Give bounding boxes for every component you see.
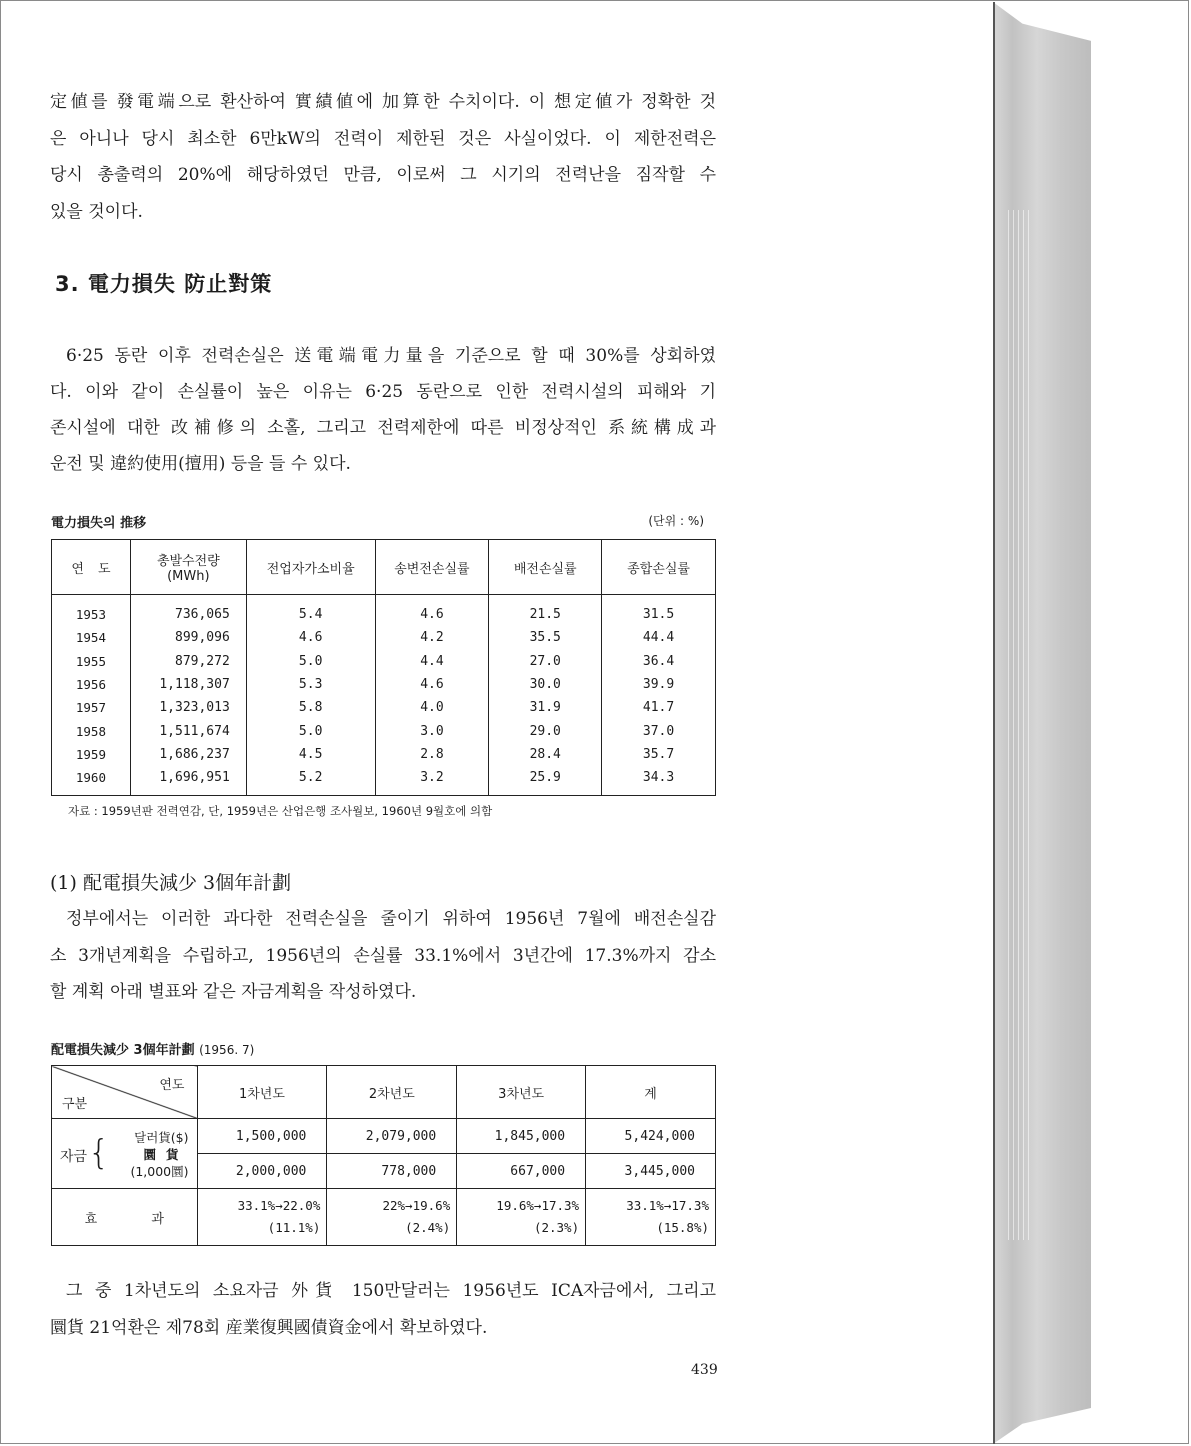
page-number: 439 — [691, 1362, 718, 1378]
cell-total-loss: 44.4 — [602, 626, 716, 649]
effect-year-3 — [457, 1189, 586, 1246]
won-unit-label: (1,000圜) — [130, 1164, 189, 1179]
cell-total-loss: 34.3 — [602, 766, 716, 796]
table1-caption: 電力損失의 推移 — [51, 516, 147, 531]
dollar-year-1: 1,500,000 — [197, 1119, 327, 1154]
effect-year-2 — [327, 1189, 457, 1246]
table2-caption-date: (1956. 7) — [199, 1043, 255, 1057]
cell-self-consumption: 5.3 — [246, 673, 375, 696]
cell-year: 1958 — [52, 719, 131, 742]
cell-total-loss: 36.4 — [602, 650, 716, 673]
cell-year: 1954 — [52, 626, 131, 649]
intro-line: 은 아니나 당시 최소한 6만kW의 전력이 제한된 것은 사실이었다. 이 제한전력은 — [50, 129, 716, 149]
cell-transmission-loss: 2.8 — [375, 743, 489, 766]
dollar-label: 달러貨($) — [134, 1130, 189, 1145]
section-heading: 3. 電力損失 防止對策 — [55, 272, 273, 296]
table-row — [52, 595, 716, 627]
effect-diff: (2.4%) — [405, 1220, 451, 1235]
cell-self-consumption: 5.0 — [246, 719, 375, 742]
cell-distribution-loss: 21.5 — [489, 595, 602, 627]
effect-diff: (15.8%) — [656, 1220, 709, 1235]
brace-glyph: { — [88, 1133, 110, 1173]
effect-diff: (11.1%) — [267, 1220, 321, 1235]
cell-transmission-loss: 4.2 — [375, 626, 489, 649]
power-loss-table — [51, 539, 716, 796]
plan-line: 정부에서는 이러한 과다한 전력손실을 줄이기 위하여 1956년 7월에 배전손실감 — [66, 909, 716, 929]
effect-row — [52, 1189, 716, 1246]
effect-rate: 19.6%→17.3% — [496, 1198, 580, 1213]
col-self-consumption: 전업자가소비율 — [246, 540, 375, 595]
year-3-header: 3차년도 — [457, 1066, 586, 1119]
cell-total-energy: 1,696,951 — [130, 766, 246, 796]
intro-line: 定値를 發電端으로 환산하여 實績値에 加算한 수치이다. 이 想定値가 정확한 것 — [50, 92, 716, 112]
subsection-heading: (1) 配電損失減少 3個年計劃 — [50, 872, 292, 894]
table2-header-row — [52, 1066, 716, 1119]
col-distribution-loss: 배전손실률 — [489, 540, 602, 595]
table2-caption — [51, 1039, 254, 1058]
dollar-year-3: 1,845,000 — [457, 1119, 586, 1154]
cell-self-consumption: 5.0 — [246, 650, 375, 673]
cell-transmission-loss: 3.2 — [375, 766, 489, 796]
fund-label: 자금 — [60, 1149, 88, 1165]
cell-self-consumption: 5.4 — [246, 595, 375, 627]
section-line: 6·25 동란 이후 전력손실은 送電端電力量을 기준으로 할 때 30%를 상회하였 — [66, 346, 716, 366]
section-line: 운전 및 違約使用(擅用) 등을 들 수 있다. — [50, 454, 351, 474]
table-row — [52, 766, 716, 796]
cell-year: 1960 — [52, 766, 131, 796]
fund-label-cell — [52, 1119, 198, 1189]
distribution-plan-table — [51, 1065, 716, 1246]
cell-total-energy: 736,065 — [130, 595, 246, 627]
cell-total-loss: 39.9 — [602, 673, 716, 696]
section-line: 다. 이와 같이 손실률이 높은 이유는 6·25 동란으로 인한 전력시설의 피해와 기 — [50, 382, 716, 402]
cell-transmission-loss: 4.0 — [375, 696, 489, 719]
table2-corner-cell — [52, 1066, 198, 1119]
dollar-year-2: 2,079,000 — [327, 1119, 457, 1154]
won-year-1: 2,000,000 — [197, 1154, 327, 1189]
table-row — [52, 650, 716, 673]
effect-diff: (2.3%) — [533, 1220, 580, 1235]
effect-rate: 33.1%→17.3% — [626, 1198, 709, 1213]
table-row — [52, 743, 716, 766]
cell-self-consumption: 5.8 — [246, 696, 375, 719]
effect-rate: 33.1%→22.0% — [237, 1198, 321, 1213]
cell-transmission-loss: 3.0 — [375, 719, 489, 742]
total-header: 계 — [586, 1066, 716, 1119]
cell-total-energy: 899,096 — [130, 626, 246, 649]
cell-distribution-loss: 28.4 — [489, 743, 602, 766]
cell-distribution-loss: 29.0 — [489, 719, 602, 742]
dollar-total: 5,424,000 — [586, 1119, 716, 1154]
cell-year: 1955 — [52, 650, 131, 673]
col-transmission-loss: 송변전손실률 — [375, 540, 489, 595]
won-label: 圜貨 — [143, 1147, 189, 1162]
cell-self-consumption: 4.5 — [246, 743, 375, 766]
closing-line: 그 중 1차년도의 소요자금 外貨 150만달러는 1956년도 ICA자금에서, 그리고 — [66, 1281, 716, 1301]
dollar-row — [52, 1119, 716, 1154]
col-year: 연 도 — [52, 540, 131, 595]
plan-line: 소 3개년계획을 수립하고, 1956년의 손실률 33.1%에서 3년간에 17.3%까지 감소 — [50, 946, 716, 966]
corner-category-label: 구분 — [62, 1097, 88, 1112]
table-header-row — [52, 540, 716, 595]
year-2-header: 2차년도 — [327, 1066, 457, 1119]
cell-transmission-loss: 4.6 — [375, 673, 489, 696]
cell-distribution-loss: 31.9 — [489, 696, 602, 719]
cell-total-loss: 35.7 — [602, 743, 716, 766]
cell-year: 1956 — [52, 673, 131, 696]
section-line: 존시설에 대한 改補修의 소홀, 그리고 전력제한에 따른 비정상적인 系統構成과 — [50, 418, 716, 438]
cell-distribution-loss: 25.9 — [489, 766, 602, 796]
col-total-loss: 종합손실률 — [602, 540, 716, 595]
table-row — [52, 696, 716, 719]
table-row — [52, 673, 716, 696]
cell-year: 1959 — [52, 743, 131, 766]
cell-total-loss: 37.0 — [602, 719, 716, 742]
cell-total-loss: 31.5 — [602, 595, 716, 627]
book-page-lines — [1008, 210, 1032, 1240]
closing-line: 圜貨 21억환은 제78회 産業復興國債資金에서 확보하였다. — [50, 1318, 488, 1338]
effect-total — [586, 1189, 716, 1246]
cell-self-consumption: 5.2 — [246, 766, 375, 796]
effect-label: 효 과 — [52, 1189, 198, 1246]
table1-unit: (단위 : %) — [648, 514, 704, 528]
won-total: 3,445,000 — [586, 1154, 716, 1189]
col-total-energy — [130, 540, 246, 595]
effect-rate: 22%→19.6% — [382, 1198, 451, 1213]
cell-distribution-loss: 30.0 — [489, 673, 602, 696]
corner-year-label: 연도 — [159, 1078, 185, 1093]
cell-distribution-loss: 35.5 — [489, 626, 602, 649]
col-total-energy-unit: (MWh) — [167, 569, 210, 584]
page-edge-line — [993, 2, 995, 1444]
cell-year: 1953 — [52, 595, 131, 627]
cell-total-energy: 1,323,013 — [130, 696, 246, 719]
intro-line: 당시 총출력의 20%에 해당하였던 만큼, 이로써 그 시기의 전력난을 짐작할 수 — [50, 165, 716, 185]
intro-line: 있을 것이다. — [50, 202, 143, 222]
cell-total-energy: 1,511,674 — [130, 719, 246, 742]
table1-source: 자료 : 1959년판 전력연감, 단, 1959년은 산업은행 조사월보, 1960년 9월호에 의함 — [68, 804, 493, 818]
table2-caption-title: 配電損失減少 3個年計劃 — [51, 1043, 195, 1058]
cell-total-loss: 41.7 — [602, 696, 716, 719]
won-year-2: 778,000 — [327, 1154, 457, 1189]
cell-year: 1957 — [52, 696, 131, 719]
won-year-3: 667,000 — [457, 1154, 586, 1189]
cell-self-consumption: 4.6 — [246, 626, 375, 649]
table-row — [52, 719, 716, 742]
cell-total-energy: 879,272 — [130, 650, 246, 673]
cell-total-energy: 1,118,307 — [130, 673, 246, 696]
plan-line: 할 계획 아래 별표와 같은 자금계획을 작성하였다. — [50, 982, 417, 1002]
cell-transmission-loss: 4.6 — [375, 595, 489, 627]
col-total-energy-label: 총발수전량 — [156, 554, 220, 569]
cell-distribution-loss: 27.0 — [489, 650, 602, 673]
cell-total-energy: 1,686,237 — [130, 743, 246, 766]
table-row — [52, 626, 716, 649]
cell-transmission-loss: 4.4 — [375, 650, 489, 673]
year-1-header: 1차년도 — [197, 1066, 327, 1119]
effect-year-1 — [197, 1189, 327, 1246]
